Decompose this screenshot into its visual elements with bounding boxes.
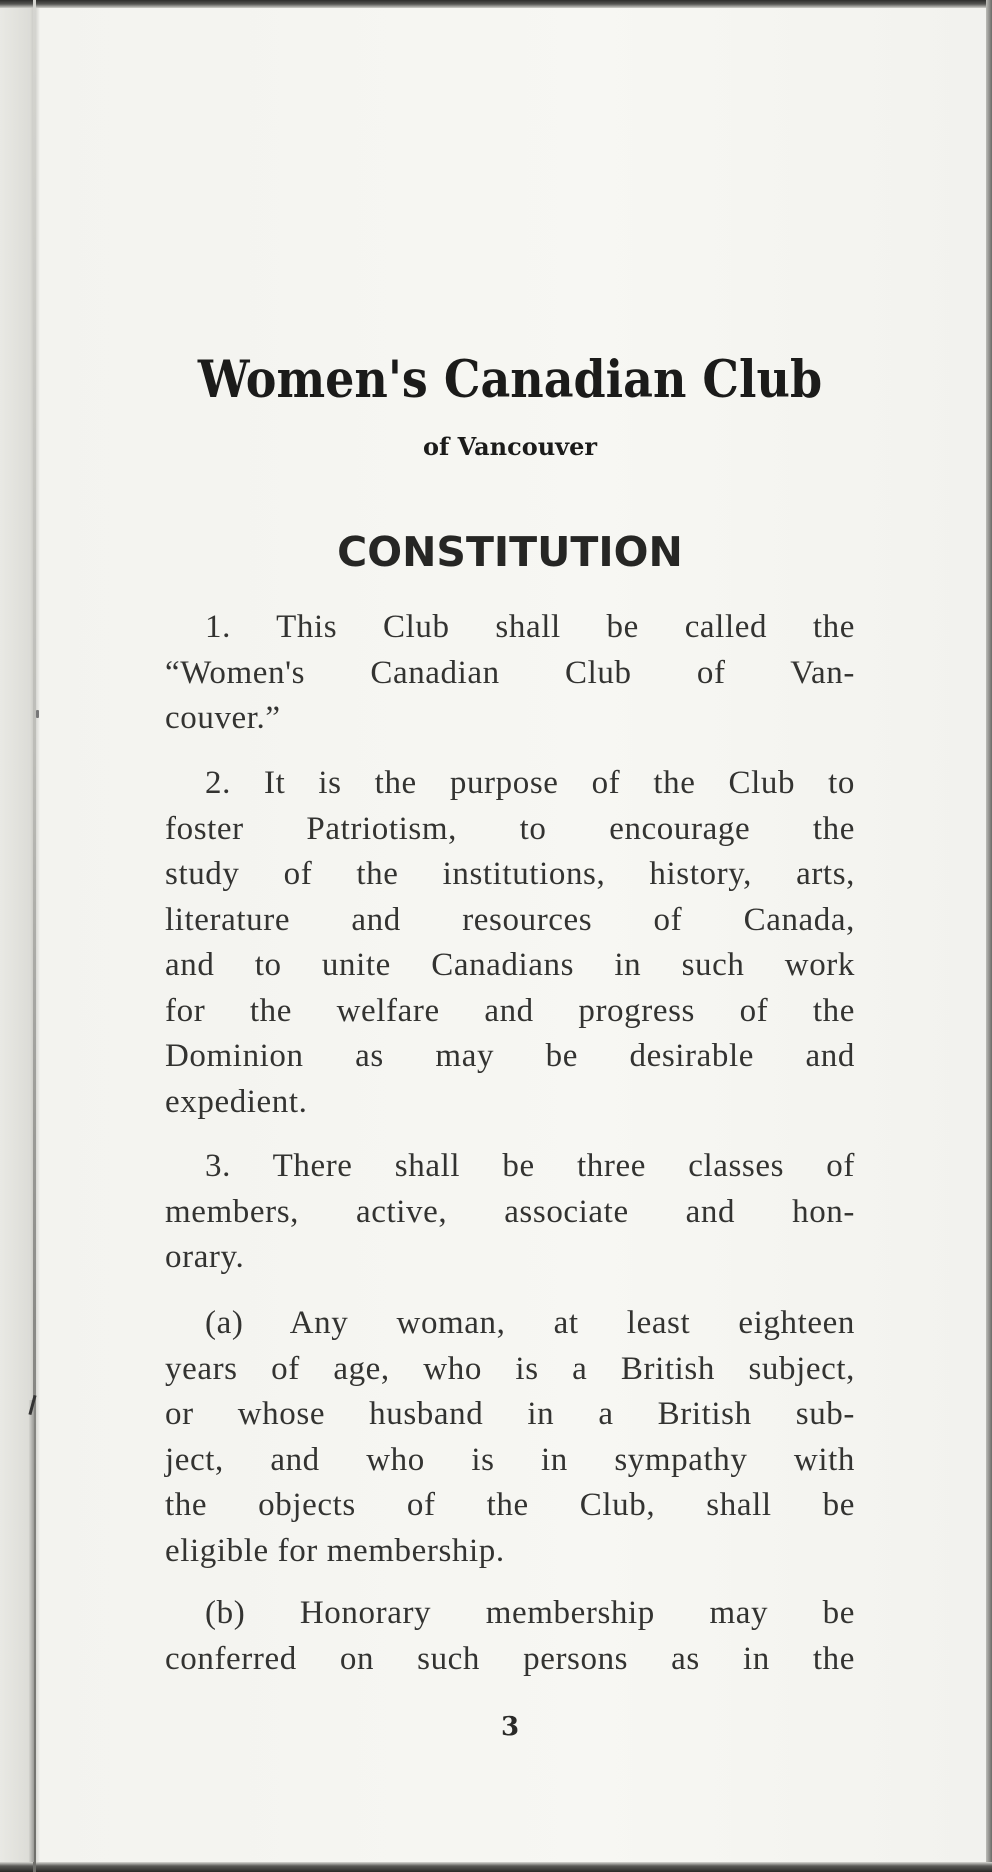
clause-b-paragraph bbox=[165, 1591, 855, 1682]
paragraph-line: “Women's Canadian Club of Van- bbox=[165, 654, 855, 691]
paragraph-line: (b) Honorary membership may be bbox=[205, 1595, 855, 1631]
constitution-heading: CONSTITUTION bbox=[337, 528, 683, 576]
paragraph-line: eligible for membership. bbox=[165, 1532, 505, 1569]
paragraph-line: the objects of the Club, shall be bbox=[165, 1487, 855, 1523]
paragraph-line: foster Patriotism, to encourage the bbox=[165, 810, 855, 847]
page-right-edge bbox=[986, 0, 992, 1872]
article-2-paragraph bbox=[165, 761, 855, 1125]
club-title: Women's Canadian Club bbox=[197, 348, 823, 410]
paragraph-line: 2. It is the purpose of the Club to bbox=[205, 765, 855, 801]
paragraph-line: (a) Any woman, at least eighteen bbox=[205, 1305, 855, 1341]
paragraph-line: couver.” bbox=[165, 700, 281, 736]
page-number: 3 bbox=[500, 1712, 520, 1742]
article-3-paragraph bbox=[165, 1144, 855, 1281]
margin-speck bbox=[36, 710, 39, 718]
clause-a-paragraph bbox=[165, 1301, 855, 1574]
paragraph-line: literature and resources of Canada, bbox=[165, 901, 855, 938]
club-subtitle: of Vancouver bbox=[422, 432, 598, 461]
paragraph-line: ject, and who is in sympathy with bbox=[165, 1441, 855, 1478]
article-1-paragraph bbox=[165, 605, 855, 742]
paragraph-line: years of age, who is a British subject, bbox=[165, 1350, 855, 1387]
paragraph-line: expedient. bbox=[165, 1083, 308, 1120]
paragraph-line: orary. bbox=[165, 1239, 245, 1275]
paragraph-line: and to unite Canadians in such work bbox=[165, 947, 855, 983]
paragraph-line: conferred on such persons as in the bbox=[165, 1640, 855, 1677]
paragraph-line: members, active, associate and hon- bbox=[165, 1193, 855, 1230]
document-page bbox=[165, 0, 855, 1872]
paragraph-line: study of the institutions, history, arts, bbox=[165, 856, 855, 892]
paragraph-line: for the welfare and progress of the bbox=[165, 992, 855, 1029]
paragraph-line: Dominion as may be desirable and bbox=[165, 1038, 855, 1074]
paragraph-line: 3. There shall be three classes of bbox=[205, 1148, 855, 1184]
paragraph-line: or whose husband in a British sub- bbox=[165, 1396, 855, 1432]
paragraph-line: 1. This Club shall be called the bbox=[205, 609, 855, 645]
book-spine-shadow bbox=[28, 1400, 34, 1862]
